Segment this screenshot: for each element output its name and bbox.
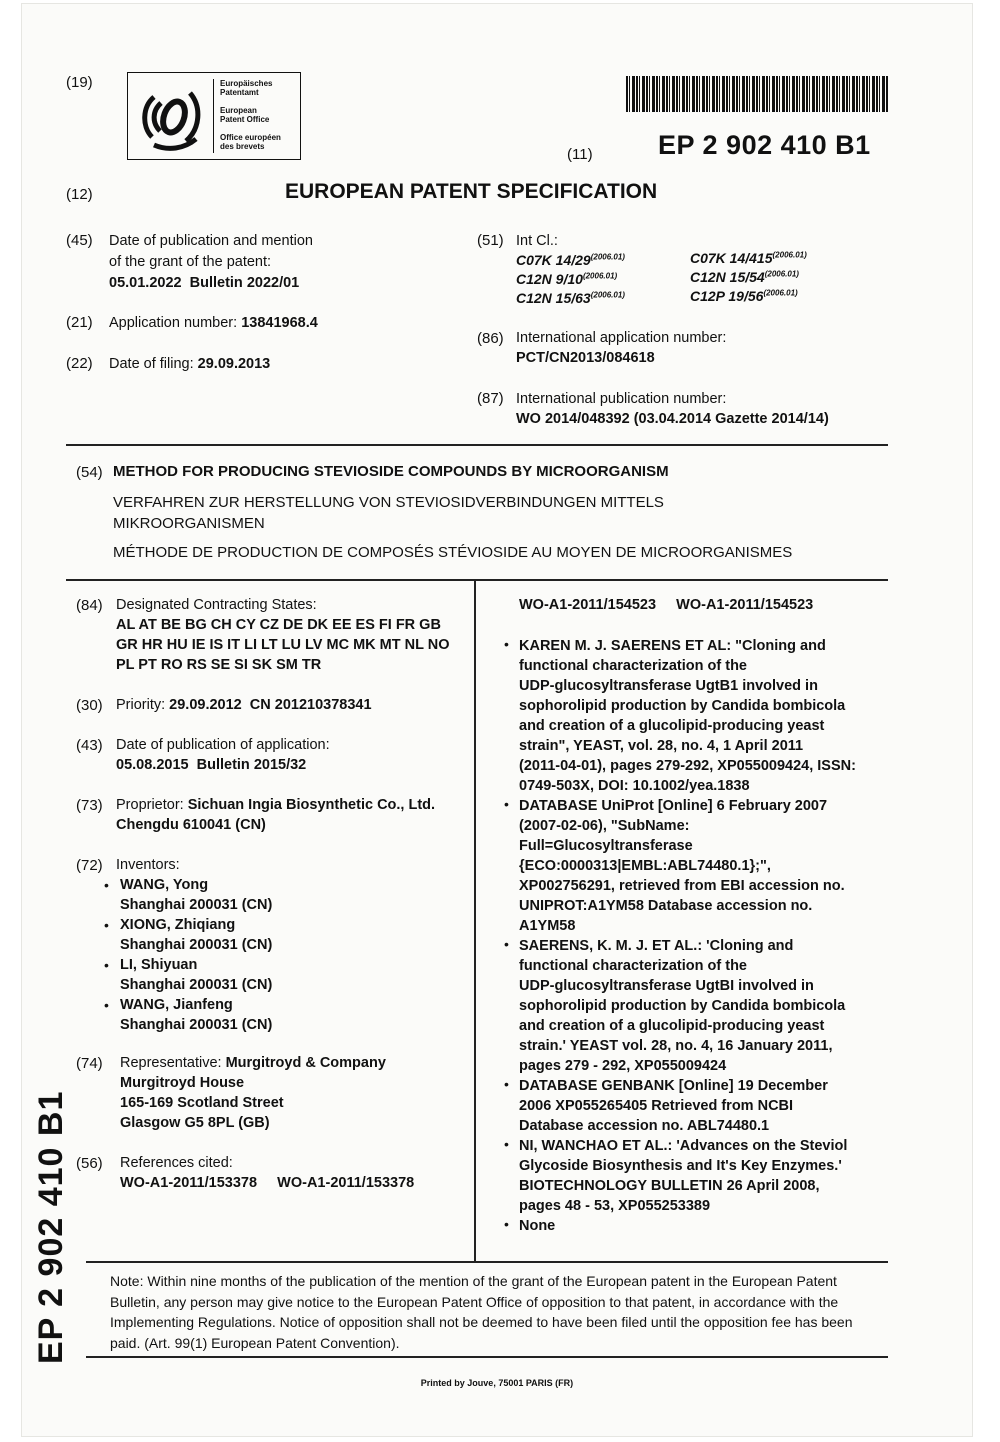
inventor-address: Shanghai 200031 (CN) <box>120 937 273 953</box>
bullet-icon: • <box>504 1136 509 1152</box>
epo-logo-icon <box>134 79 210 155</box>
citation-line: Full=Glucosyltransferase <box>519 838 693 854</box>
pubapp-date: 05.08.2015 Bulletin 2015/32 <box>116 757 307 773</box>
title-de: VERFAHREN ZUR HERSTELLUNG VON STEVIOSIDVERBINDUNGEN MITTELS <box>113 494 664 511</box>
citation-line: None <box>519 1218 556 1234</box>
intcl-label: Int Cl.: <box>516 233 558 249</box>
citation-line: functional characterization of the <box>519 658 747 674</box>
proprietor: Proprietor: Sichuan Ingia Biosynthetic Co., Ltd. <box>116 797 436 813</box>
office-logo-box <box>127 72 301 160</box>
column-divider <box>474 580 476 1261</box>
inventor-name: WANG, Jianfeng <box>120 997 233 1013</box>
inventor-name: LI, Shiyuan <box>120 957 198 973</box>
citation-line: XP002756291, retrieved from EBI accession no. <box>519 878 845 894</box>
rep-address: 165-169 Scotland Street <box>120 1095 284 1111</box>
refs-patents: WO-A1-2011/153378 WO-A1-2011/153378 <box>120 1175 415 1191</box>
bullet-icon: • <box>104 877 109 893</box>
office-name-de-2: Patentamt <box>220 88 259 97</box>
publication-number: EP 2 902 410 B1 <box>658 130 871 160</box>
representative: Representative: Murgitroyd & Company <box>120 1055 386 1071</box>
note-line: Bulletin, any person may give notice to the European Patent Office of opposition to that patent, in accordance with the <box>110 1293 839 1310</box>
title-en: METHOD FOR PRODUCING STEVIOSIDE COMPOUNDS BY MICROORGANISM <box>113 463 669 480</box>
intl-app-number: PCT/CN2013/084618 <box>516 350 655 366</box>
inventor-address: Shanghai 200031 (CN) <box>120 1017 273 1033</box>
states-line: AL AT BE BG CH CY CZ DE DK EE ES FI FR GB <box>116 617 441 633</box>
inid-72: (72) <box>76 857 103 874</box>
ipc-code: C12P $19/56^{(2006.01)}$ <box>690 288 798 304</box>
bullet-icon: • <box>104 917 109 933</box>
citation-line: sophorolipid production by Candida bombicola <box>519 998 846 1014</box>
inid-73: (73) <box>76 797 103 814</box>
intl-app-label: International application number: <box>516 330 727 346</box>
priority: Priority: 29.09.2012 CN 201210378341 <box>116 697 372 713</box>
office-name-de-1: Europäisches <box>220 79 273 88</box>
citation-line: KAREN M. J. SAERENS ET AL: "Cloning and <box>519 638 826 654</box>
inid-43: (43) <box>76 737 103 754</box>
office-name-en-1: European <box>220 106 257 115</box>
citation-line: NI, WANCHAO ET AL.: 'Advances on the Steviol <box>519 1138 848 1154</box>
citation-line: {ECO:0000313|EMBL:ABL74480.1};", <box>519 858 771 874</box>
office-name-en-2: Patent Office <box>220 115 270 124</box>
inid-22: (22) <box>66 355 93 372</box>
barcode <box>626 76 888 112</box>
note-line: Note: Within nine months of the publication of the mention of the grant of the European patent in the European Patent <box>110 1273 837 1289</box>
bullet-icon: • <box>504 1076 509 1092</box>
inid-21: (21) <box>66 314 93 331</box>
citation-line: functional characterization of the <box>519 958 747 974</box>
office-name-fr-2: des brevets <box>220 142 265 151</box>
filing-date: Date of filing: 29.09.2013 <box>109 356 271 372</box>
inventors-label: Inventors: <box>116 857 180 873</box>
ipc-code: C07K $14/415^{(2006.01)}$ <box>690 250 807 266</box>
note-line: paid. (Art. 99(1) European Patent Convention). <box>110 1334 400 1351</box>
bullet-icon: • <box>104 997 109 1013</box>
inid-56: (56) <box>76 1155 103 1172</box>
citation-line: DATABASE GENBANK [Online] 19 December <box>519 1078 828 1094</box>
ipc-code: C12N $15/54^{(2006.01)}$ <box>690 269 799 285</box>
opposition-note <box>110 1271 900 1353</box>
citation-line: A1YM58 <box>519 918 576 934</box>
intl-pub-number: WO 2014/048392 (03.04.2014 Gazette 2014/14) <box>516 411 829 427</box>
citation-line: 0749-503X, DOI: 10.1002/yea.1838 <box>519 778 750 794</box>
inventor-name: WANG, Yong <box>120 877 209 893</box>
citation-line: Glycoside Biosynthesis and It's Key Enzymes.' <box>519 1158 842 1174</box>
printer-line: Printed by Jouve, 75001 PARIS (FR) <box>420 1378 574 1388</box>
pubapp-label: Date of publication of application: <box>116 737 330 753</box>
rep-address: Glasgow G5 8PL (GB) <box>120 1115 270 1131</box>
divider <box>66 579 888 581</box>
citation-line: strain", YEAST, vol. 28, no. 4, 1 April 2011 <box>519 738 804 754</box>
office-name-fr-1: Office européen <box>220 133 281 142</box>
inid-51: (51) <box>477 232 504 249</box>
logo-divider <box>213 79 214 153</box>
bullet-icon: • <box>504 636 509 652</box>
inid-12: (12) <box>66 186 93 203</box>
citation-line: UNIPROT:A1YM58 Database accession no. <box>519 898 813 914</box>
inid-86: (86) <box>477 330 504 347</box>
proprietor-address: Chengdu 610041 (CN) <box>116 817 266 833</box>
refs-label: References cited: <box>120 1155 233 1171</box>
refs-patents-right: WO-A1-2011/154523 WO-A1-2011/154523 <box>519 597 814 613</box>
ipc-code: C07K $14/29^{(2006.01)}$ <box>516 252 625 268</box>
citation-line: (2011-04-01), pages 279-292, XP055009424, ISSN: <box>519 758 856 774</box>
inid-30: (30) <box>76 697 103 714</box>
inid-87: (87) <box>477 390 504 407</box>
side-publication-number: EP 2 902 410 B1 <box>32 1090 70 1364</box>
citation-line: 2006 XP055265405 Retrieved from NCBI <box>519 1098 794 1114</box>
document-title: EUROPEAN PATENT SPECIFICATION <box>285 180 658 203</box>
divider <box>86 1261 888 1263</box>
ipc-code: C12N $15/63^{(2006.01)}$ <box>516 290 625 306</box>
inid-54: (54) <box>76 464 103 481</box>
inid-19: (19) <box>66 74 93 91</box>
citation-line: strain.' YEAST vol. 28, no. 4, 16 January 2011, <box>519 1038 833 1054</box>
inid-84: (84) <box>76 597 103 614</box>
citation-line: and creation of a glucolipid-producing yeast <box>519 1018 825 1034</box>
patent-page <box>22 4 972 1436</box>
citation-line: pages 279 - 292, XP055009424 <box>519 1058 727 1074</box>
citation-line: and creation of a glucolipid-producing yeast <box>519 718 825 734</box>
inid-45: (45) <box>66 232 93 249</box>
grant-label-2: of the grant of the patent: <box>109 254 272 270</box>
states-line: PL PT RO RS SE SI SK SM TR <box>116 657 322 673</box>
grant-date: 05.01.2022 Bulletin 2022/01 <box>109 275 300 291</box>
citation-line: BIOTECHNOLOGY BULLETIN 26 April 2008, <box>519 1178 820 1194</box>
states-line: GR HR HU IE IS IT LI LT LU LV MC MK MT NL NO <box>116 637 450 653</box>
inid-11: (11) <box>567 146 593 163</box>
bullet-icon: • <box>504 1216 509 1232</box>
bullet-icon: • <box>104 957 109 973</box>
rep-address: Murgitroyd House <box>120 1075 245 1091</box>
intl-pub-label: International publication number: <box>516 391 727 407</box>
bullet-icon: • <box>504 796 509 812</box>
divider <box>66 444 888 446</box>
title-de-2: MIKROORGANISMEN <box>113 515 265 532</box>
divider <box>86 1356 888 1358</box>
inid-74: (74) <box>76 1055 103 1072</box>
bullet-icon: • <box>504 936 509 952</box>
citation-line: DATABASE UniProt [Online] 6 February 2007 <box>519 798 828 814</box>
citation-line: Database accession no. ABL74480.1 <box>519 1118 770 1134</box>
citation-line: sophorolipid production by Candida bombicola <box>519 698 846 714</box>
ipc-code: C12N $9/10^{(2006.01)}$ <box>516 271 618 287</box>
inventor-address: Shanghai 200031 (CN) <box>120 897 273 913</box>
inventor-address: Shanghai 200031 (CN) <box>120 977 273 993</box>
title-fr: MÉTHODE DE PRODUCTION DE COMPOSÉS STÉVIOSIDE AU MOYEN DE MICROORGANISMES <box>113 544 793 561</box>
citation-line: UDP-glucosyltransferase UgtB1 involved in <box>519 678 818 694</box>
inventor-name: XIONG, Zhiqiang <box>120 917 236 933</box>
note-line: Implementing Regulations. Notice of opposition shall not be deemed to have been filed until the opposition fee has been <box>110 1314 853 1330</box>
application-number: Application number: 13841968.4 <box>109 315 318 331</box>
citation-line: pages 48 - 53, XP055253389 <box>519 1198 711 1214</box>
citation-line: UDP-glucosyltransferase UgtBI involved in <box>519 978 814 994</box>
states-label: Designated Contracting States: <box>116 597 317 613</box>
citation-line: SAERENS, K. M. J. ET AL.: 'Cloning and <box>519 938 794 954</box>
citation-line: (2007-02-06), "SubName: <box>519 818 690 834</box>
grant-label: Date of publication and mention <box>109 233 313 249</box>
